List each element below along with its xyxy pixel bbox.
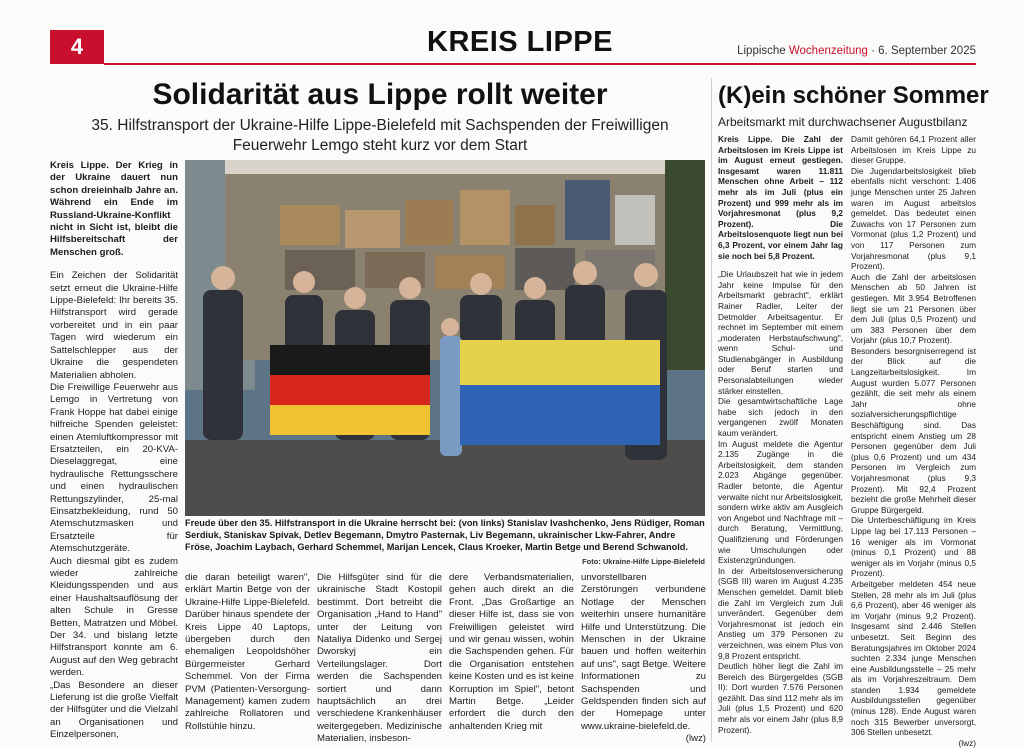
section-title: KREIS LIPPE (427, 26, 613, 58)
column-divider (711, 78, 712, 742)
side-paragraph: Auch die Zahl der arbeitslosen Menschen ab 50 Jahren ist gestiegen. Mit 3.954 Betroffenen liegt sie um 21 Personen über dem Juli (plus 0,5 Prozent) und um 383 Personen über dem Vorjahr (plus 10,7 Prozent). (851, 271, 976, 346)
masthead (737, 45, 976, 57)
side-column-1 (718, 134, 843, 740)
paper-name: Lippische (737, 45, 789, 57)
german-flag (270, 345, 430, 435)
main-paragraph: Auch diesmal gibt es zudem wieder zahlreiche Kleidungsspenden und aus einer Haushaltsauflösung der alten Schule in Gresse Betten, Matratzen und Möbel. Der 34. und bislang letzte Hilfstransport konnte am 6. August auf den Weg gebracht werden. (50, 555, 178, 679)
issue-date: · 6. September 2025 (867, 45, 976, 57)
side-paragraph: Deutlich höher liegt die Zahl im Bereich des Bürgergeldes (SGB II): Dort wurden 7.576 Personen gezählt. Das sind 112 mehr als im Juli (plus 1,5 Prozent) und 620 mehr als vor einem Jahr (plus 8,9 Prozent). (718, 661, 843, 735)
group-photo (185, 160, 705, 516)
side-column-2 (851, 134, 976, 748)
group-photo-illustration (185, 160, 705, 516)
page-number-badge: 4 (50, 30, 104, 64)
main-paragraph: Ein Zeichen der Solidarität setzt erneut die Ukraine-Hilfe Lippe-Bielefeld: Ihr bereits 35. Hilfstransport wird gerade vorbereitet und in ein paar Tagen wird wiederum ein Sattelschlepper aus der Ukraine die gespendeten Materialien abholen. (50, 270, 178, 381)
main-paragraph: Die Hilfsgüter sind für die ukrainische Stadt Kostopil bestimmt. Dort betreibt die Organisation „Hand to Hand" unter der Leitung von Nataliya Didenko und Sergej Dworskyj ein Verteilungslager. Dort werden die Sachspenden sortiert und dann hauptsächlich an drei verschiedene Krankenhäuser weitergegeben. Medizinische Materialien, insbeson- (317, 572, 442, 745)
side-lead: Kreis Lippe. Die Zahl der Arbeitslosen im Kreis Lippe ist im August erneut gestiegen. Insgesamt waren 11.811 Menschen ohne Arbeit – 112 mehr als im Juli (plus ein Prozent) und 999 mehr als im Vorjahresmonat (plus 9,2 Prozent). Die Arbeitslosenquote liegt nun bei 6,3 Prozent, vor einem Jahr lag sie noch bei 5,8 Prozent. (718, 134, 843, 261)
photo-caption: Freude über den 35. Hilfstransport in die Ukraine herrscht bei: (von links) Stanislav Ivashchenko, Jens Rüdiger, Roman Serdiuk, Staniskav Spivak, Detlev Begemann, Dmytro Pasternak, Liv Begemann, ukrainischer Lkw-Fahrer, Andre Fröse, Joachim Laybach, Gerhard Schemmel, Marijan Lencek, Claus Kroeker, Martin Betge und Berend Schwanold. (185, 518, 705, 552)
side-subhead: Arbeitsmarkt mit durchwachsener Augustbilanz (718, 115, 968, 129)
paper-name-accent: Wochenzeitung (788, 45, 868, 57)
main-column-5 (581, 572, 706, 745)
main-column-3 (317, 572, 442, 745)
photo-credit: Foto: Ukraine-Hilfe Lippe-Bielefeld (582, 557, 705, 566)
side-headline: (K)ein schöner Sommer (718, 82, 989, 109)
side-paragraph: Besonders besorgniserregend ist der Blick auf die Langzeitarbeitslosigkeit. Im August wurden 5.077 Personen gezählt, die seit mehr als einem Jahr ohne sozialversicherungspflichtige Beschäftigung sind. Das entspricht einem Anstieg um 28 Personen gegenüber dem Juli (plus 0,6 Prozent) und um 434 Personen im Vergleich zum Vorjahresmonat (plus 9,3 Prozent). Mit 92,4 Prozent bezieht die große Mehrheit dieser Gruppe Bürgergeld. (851, 345, 976, 515)
side-paragraph: Damit gehören 64,1 Prozent aller Arbeitslosen im Kreis Lippe zu dieser Gruppe. (851, 134, 976, 166)
side-paragraph: Die Unterbeschäftigung im Kreis Lippe lag bei 17.113 Personen – 16 weniger als im Vormonat (minus 0,1 Prozent) und 88 weniger als im Vorjahr (minus 0,5 Prozent). (851, 515, 976, 579)
side-paragraph: Die gesamtwirtschaftliche Lage habe sich jedoch in den vergangenen zwölf Monaten kaum verändert. (718, 396, 843, 439)
main-column-1 (50, 160, 178, 740)
main-headline: Solidarität aus Lippe rollt weiter (152, 78, 608, 111)
main-signature: (lwz) (685, 733, 706, 745)
side-paragraph: In der Arbeitslosenversicherung (SGB III) waren im August 4.235 Menschen gemeldet. Damit blieb die Zahl im Vergleich zum Juli unverändert. Gegenüber dem Vorjahresmonat ist jedoch ein Anstieg um 379 Personen zu verzeichnen, was einem Plus von 9,8 Prozent entspricht. (718, 565, 843, 661)
side-paragraph: Arbeitgeber meldeten 454 neue Stellen, 28 mehr als im Juli (plus 6,6 Prozent), aber 46 weniger als im Vorjahr (minus 9,2 Prozent). Insgesamt sind 2.446 Stellen unbesetzt. Seit Beginn des Beratungsjahres im Oktober 2024 suchten 2.334 junge Menschen eine Ausbildungsstelle – 25 mehr als im Vorjahreszeitraum. Dem standen 1.934 gemeldete Ausbildungsstellen gegenüber (minus 128). Ende August waren noch 315 Bewerber unversorgt, 306 Stellen unbesetzt. (851, 578, 976, 738)
main-paragraph: die daran beteiligt waren", erklärt Martin Betge von der Ukraine-Hilfe Lippe-Bielefeld. Darüber hinaus spendete der Kreis Lippe 40 Laptops, übergeben durch den ehemaligen Leopoldshöher Bürgermeister Gerhard Schemmel. Von der Firma PVM (Patienten-Versorgung-Management) kamen zudem zahlreiche Rollatoren und Rollstühle hinzu. (185, 572, 310, 732)
ukrainian-flag (460, 340, 660, 445)
main-paragraph: „Das Besondere an dieser Lieferung ist die große Vielfalt der Hilfsgüter und die Vielzahl an Organisationen und Einzelpersonen, (50, 679, 178, 741)
side-paragraph: „Die Urlaubszeit hat wie in jedem Jahr keine Impulse für den Arbeitsmarkt gebracht", erklärt Rainer Radler, Leiter der Detmolder Arbeitsagentur. Er rechnet im September mit einem „moderaten Herbstaufschwung", wenn Schul- und Studienabgänger in Ausbildung oder Beruf starten und Personalabteilungen wieder stärker einstellen. (718, 269, 843, 396)
main-column-2 (185, 572, 310, 740)
main-subhead: 35. Hilfstransport der Ukraine-Hilfe Lippe-Bielefeld mit Sachspenden der Freiwilligen Feuerwehr Lemgo steht kurz vor dem Start (91, 117, 669, 154)
main-paragraph: unvorstellbaren Zerstörungen verbundene Notlage der Menschen weiterhin unsere humanitäre Hilfe und Unterstützung. Die Menschen in der Ukraine bauen und hoffen weiterhin auf uns", sagt Betge. Weitere Informationen zu Sachspenden und Geldspenden finden sich auf der Homepage unter www.ukraine-bielefeld.de. (581, 572, 706, 732)
main-lead: Kreis Lippe. Der Krieg in der Ukraine dauert nun schon dreieinhalb Jahre an. Während ein Ende im Russland-Ukraine-Konflikt nicht in Sicht ist, bleibt die Hilfsbereitschaft der Menschen groß. (50, 160, 178, 258)
header-rule (104, 63, 976, 65)
side-signature: (lwz) (958, 737, 976, 748)
main-column-4 (449, 572, 574, 740)
side-paragraph: Im August meldete die Agentur 2.135 Zugänge in die Arbeitslosigkeit, dem standen 2.023 Abgänge gegenüber. Radler betonte, die Agentur verwalte nicht nur Arbeitslosigkeit, sondern wirke aktiv am Ausgleich von Angebot und Nachfrage mit – durch Beratung, Vermittlung, Qualifizierung und Förderungen wie Umschulungen oder Existenzgründungen. (718, 438, 843, 566)
main-paragraph: dere Verbandsmaterialien, gehen auch direkt an die Front. „Das Großartige an dieser Hilfe ist, dass sie von Freiwilligen geleistet wird und wir genau wissen, wohin die Sachspenden gehen. Für die Organisation entstehen keine Kosten und es ist keine Korruption im Spiel", betont Martin Betge. „Leider erfordert die durch den anhaltenden Krieg mit (449, 572, 574, 732)
main-paragraph: Die Freiwillige Feuerwehr aus Lemgo in Vertretung von Frank Hoppe hat dabei einige hilfreiche Spenden geleistet: einen Atemluftkompressor mit Ersatzteilen, ein 20-KVA-Dieselaggregat, eine hydraulische Rettungsschere und einen hydraulischen Rettungszylinder, 25-mal Einsatzbekleidung, rund 50 Atemschutzmasken und Ersatzteile für Atemschutzgeräte. (50, 381, 178, 555)
side-paragraph: Die Jugendarbeitslosigkeit blieb ebenfalls nicht verschont: 1.406 junge Menschen unter 25 Jahren waren im August arbeitslos gemeldet. Das bedeutet einen Zuwachs von 17 Personen zum Vormonat (plus 1,2 Prozent) und von 117 Personen zum Vorjahresmonat (plus 9,1 Prozent). (851, 165, 976, 272)
